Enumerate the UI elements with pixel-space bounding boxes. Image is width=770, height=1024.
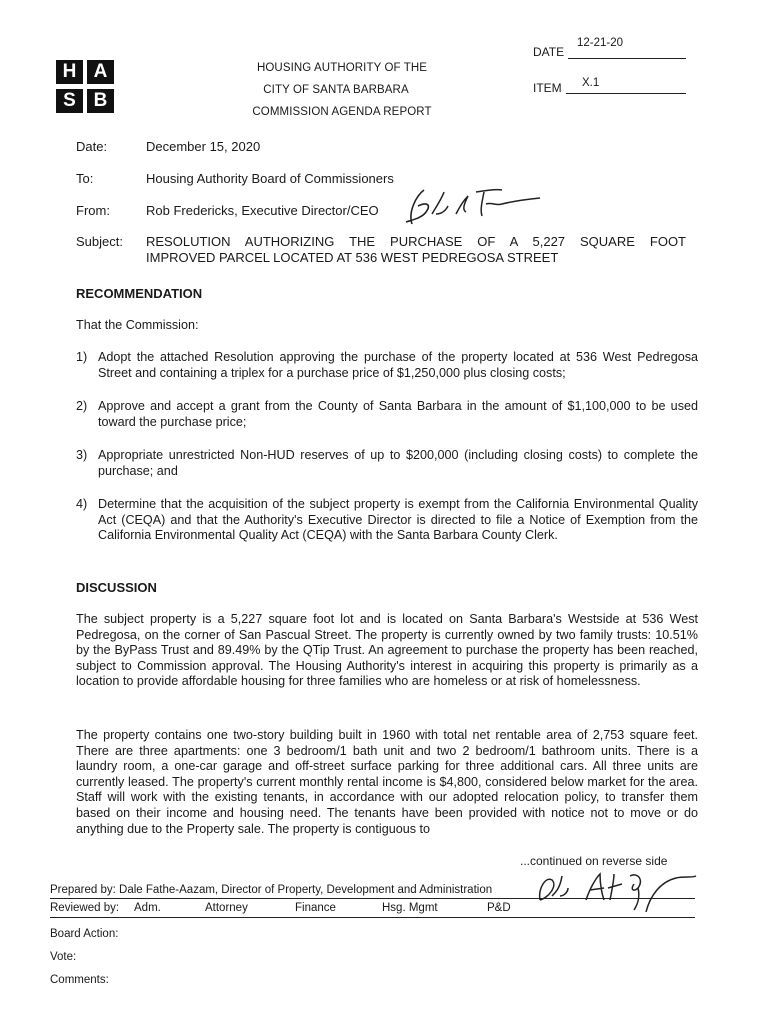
memo-from-value: Rob Fredericks, Executive Director/CEO [146, 203, 379, 218]
hasb-logo [56, 60, 118, 114]
director-signature [398, 184, 548, 230]
recommendation-heading: RECOMMENDATION [76, 286, 203, 301]
header-line-2: CITY OF SANTA BARBARA [263, 84, 409, 96]
logo-letter-s: S [56, 89, 83, 113]
item-text: Adopt the attached Resolution approving the purchase of the property located at 536 West Pedregosa Street and containing a triplex for a purchase price of $1,250,000 plus closing costs; [98, 350, 698, 380]
discussion-heading: DISCUSSION [76, 580, 157, 595]
comments-label: Comments: [50, 974, 109, 986]
reviewed-finance: Finance [295, 902, 336, 914]
memo-to-label: To: [76, 171, 94, 186]
memo-date-label: Date: [76, 139, 108, 154]
item-text: Determine that the acquisition of the subject property is exempt from the California Environmental Quality Act (CEQA) and that the Authority's Executive Director is directed to file a Notice of Exemption from the California Environmental Quality Act (CEQA) with the Santa Barbara County Clerk. [98, 497, 698, 543]
logo-letter-a: A [87, 60, 114, 84]
item-number: 4) [76, 497, 88, 511]
subject-line-2: IMPROVED PARCEL LOCATED AT 536 WEST PEDREGOSA STREET [146, 250, 559, 265]
item-number: 2) [76, 399, 88, 413]
item-value: X.1 [582, 77, 600, 89]
memo-date-value: December 15, 2020 [146, 139, 261, 154]
prepared-by: Prepared by: Dale Fathe-Aazam, Director of Property, Development and Administration [50, 884, 493, 896]
logo-letter-h: H [56, 60, 83, 84]
header-line-1: HOUSING AUTHORITY OF THE [256, 62, 428, 74]
reviewed-by-row [50, 902, 610, 914]
item-text: Appropriate unrestricted Non-HUD reserves of up to $200,000 (including closing costs) to complete the purchase; and [98, 448, 698, 478]
memo-subject [146, 234, 686, 266]
item-number: 3) [76, 448, 88, 462]
reviewer-initials-signature [534, 866, 704, 922]
item-label: ITEM [533, 81, 562, 95]
item-text: Approve and accept a grant from the County of Santa Barbara in the amount of $1,100,000 to be used toward the purchase price; [98, 399, 698, 429]
reviewed-adm: Adm. [134, 902, 161, 914]
discussion-paragraph-1: The subject property is a 5,227 square foot lot and is located on Santa Barbara's Westside at 536 West Pedregosa, on the corner of San Pascual Street. The property is currently owned by two family trusts: 10.51% by the ByPass Trust and 89.49% by the QTip Trust. An agreement to purchase the property has been reached, subject to Commission approval. The Housing Authority's interest in acquiring this property is primarily as a location to provide affordable housing for three families who are homeless or at risk of homelessness. [76, 612, 698, 689]
recommendation-intro: That the Commission: [76, 318, 199, 332]
item-rule [566, 93, 686, 94]
discussion-paragraph-2: The property contains one two-story building built in 1960 with total net rentable area of 2,753 square feet. There are three apartments: one 3 bedroom/1 bath unit and two 2 bedroom/1 bathroom units. There is a laundry room, a one-car garage and off-street surface parking for three additional cars. All three units are currently leased. The property's current monthly rental income is $4,800, considered below market for the area. Staff will work with the existing tenants, in accordance with our adopted relocation policy, to transfer them based on their income and housing need. The tenants have been provided with notice not to move or do anything due to the Property sale. The property is contiguous to [76, 728, 698, 836]
subject-line-1: RESOLUTION AUTHORIZING THE PURCHASE OF A 5,227 SQUARE FOOT [146, 234, 686, 249]
reviewed-attorney: Attorney [205, 902, 248, 914]
logo-letter-b: B [87, 89, 114, 113]
memo-from-label: From: [76, 203, 110, 218]
reviewed-by-label: Reviewed by: [50, 902, 120, 914]
item-number: 1) [76, 350, 88, 364]
board-action-label: Board Action: [50, 928, 119, 940]
continued-note: ...continued on reverse side [520, 854, 668, 868]
reviewed-pd: P&D [487, 902, 511, 914]
date-label: DATE [533, 45, 565, 59]
reviewed-hsg-mgmt: Hsg. Mgmt [382, 902, 438, 914]
vote-label: Vote: [50, 951, 77, 963]
memo-subject-label: Subject: [76, 234, 123, 249]
date-rule [568, 58, 686, 59]
header-line-3: COMMISSION AGENDA REPORT [252, 106, 432, 118]
memo-to-value: Housing Authority Board of Commissioners [146, 171, 394, 186]
date-value: 12-21-20 [577, 37, 624, 49]
